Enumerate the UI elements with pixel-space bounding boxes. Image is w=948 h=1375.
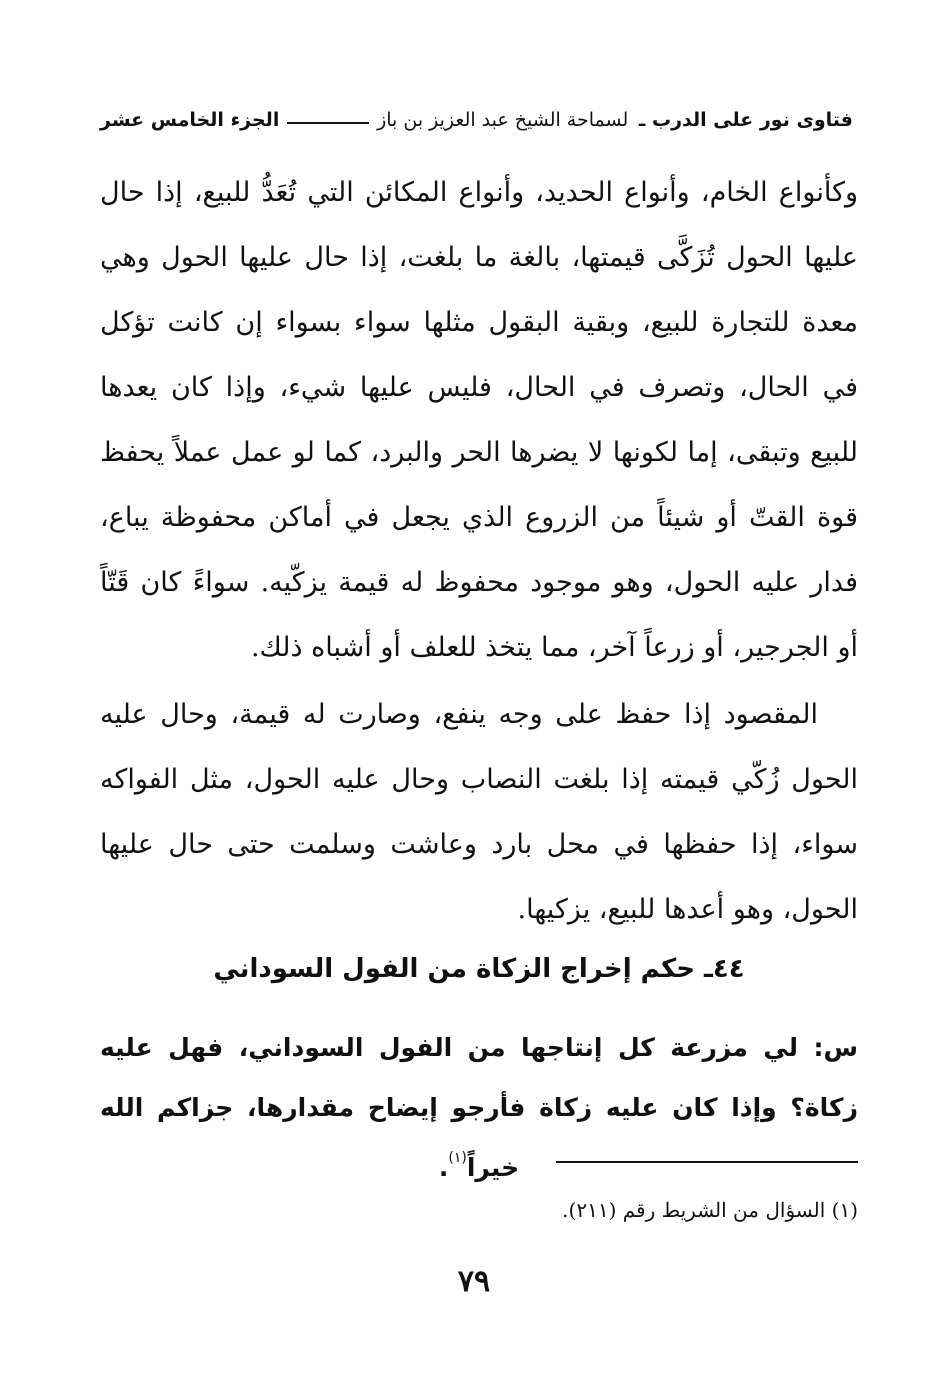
- footnote: (١) السؤال من الشريط رقم (٢١١).: [562, 1198, 858, 1222]
- header-series-title: فتاوى نور على الدرب ـ: [638, 109, 853, 131]
- page-number: ٧٩: [457, 1264, 491, 1299]
- footnote-divider: [556, 1161, 858, 1163]
- section-heading: ٤٤ـ حكم إخراج الزكاة من الفول السوداني: [213, 954, 745, 984]
- running-header: [100, 100, 853, 140]
- header-part: الجزء الخامس عشر: [100, 109, 280, 131]
- question-block: [100, 1018, 858, 1198]
- question-text: س: لي مزرعة كل إنتاجها من الفول السوداني، فهل عليه زكاة؟ وإذا كان عليه زكاة فأرجو إيضاح مقدارها، جزاكم الله خيراً: [100, 1033, 858, 1182]
- footnote-marker[interactable]: (١): [448, 1150, 467, 1166]
- header-author: لسماحة الشيخ عبد العزيز بن باز: [377, 109, 629, 131]
- paragraph-text: وكأنواع الخام، وأنواع الحديد، وأنواع المكائن التي تُعَدُّ للبيع، إذا حال عليها الحول تُزَكَّى قيمتها، بالغة ما بلغت، إذا حال عليها الحول وهي معدة للتجارة للبيع، وبقية البقول مثلها سواء بسواء إن كانت تؤكل في الحال، وتصرف في الحال، فليس عليها شيء، وإذا كان يعدها للبيع وتبقى، إما لكونها لا يضرها الحر والبرد، كما لو عمل عملاً يحفظ قوة القتّ أو شيئاً من الزروع الذي يجعل في أماكن محفوظة يباع، فدار عليه الحول، وهو موجود محفوظ له قيمة يزكّيه. سواءً كان قَتّاً أو الجرجير، أو زرعاً آخر، مما يتخذ للعلف أو أشباه ذلك.: [100, 177, 858, 663]
- paragraph-text: المقصود إذا حفظ على وجه ينفع، وصارت له قيمة، وحال عليه الحول زُكّي قيمته إذا بلغت النصاب وحال عليه الحول، مثل الفواكه سواء، إذا حفظها في محل بارد وعاشت وسلمت حتى حال عليها الحول، وهو أعدها للبيع، يزكيها.: [100, 699, 858, 925]
- question-end: .: [438, 1153, 449, 1182]
- header-series-group: [377, 109, 853, 131]
- header-rule: [287, 122, 369, 124]
- body-paragraph-2: [100, 682, 858, 942]
- body-paragraph-1: [100, 160, 858, 680]
